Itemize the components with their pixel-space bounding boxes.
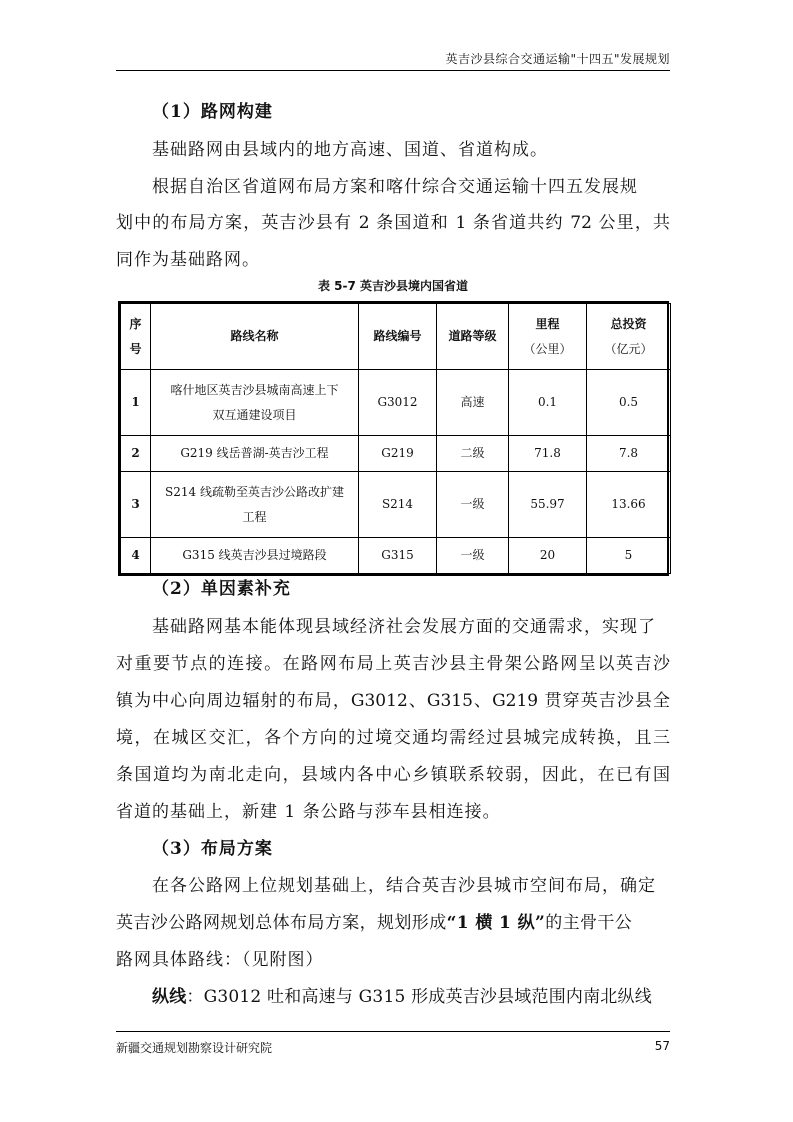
section2-line3: 镇为中心向周边辐射的布局，G3012、G315、G219 贯穿英吉沙县全: [116, 691, 670, 711]
table-row: [121, 538, 671, 574]
section3-line4: 纵线：G3012 吐和高速与 G315 形成英吉沙县域范围内南北纵线: [152, 987, 652, 1007]
header-route-code: 路线编号: [359, 304, 437, 370]
row-grade: 一级: [437, 538, 509, 574]
row-length: 0.1: [509, 370, 587, 436]
row-name: S214 线疏勒至英吉沙公路改扩建 工程: [151, 472, 359, 538]
section3-line3: 路网具体路线：（见附图）: [116, 950, 324, 970]
route-table: [120, 303, 671, 574]
row-no: 4: [121, 538, 151, 574]
section1-paragraph1: 基础路网由县域内的地方高速、国道、省道构成。: [152, 140, 548, 160]
footer-organization: 新疆交通规划勘察设计研究院: [116, 1041, 273, 1055]
row-investment: 0.5: [587, 370, 671, 436]
page-header: 英吉沙县综合交通运输"十四五"发展规划: [445, 52, 670, 66]
section2-line6: 省道的基础上，新建 1 条公路与莎车县相连接。: [116, 802, 501, 822]
row-code: G219: [359, 436, 437, 472]
header-no: 序 号: [121, 304, 151, 370]
section2-heading: （2）单因素补充: [152, 579, 291, 599]
section1-p2-line3: 同作为基础路网。: [116, 250, 260, 270]
row-code: S214: [359, 472, 437, 538]
table-header-row: [121, 304, 671, 370]
page-number: 57: [654, 1039, 670, 1053]
header-length: 里程 （公里）: [509, 304, 587, 370]
header-road-grade: 道路等级: [437, 304, 509, 370]
section2-line4: 境，在城区交汇，各个方向的过境交通均需经过县城完成转换，且三: [116, 728, 670, 748]
row-grade: 一级: [437, 472, 509, 538]
section2-line1: 基础路网基本能体现县域经济社会发展方面的交通需求，实现了: [152, 617, 656, 637]
row-investment: 5: [587, 538, 671, 574]
table-row: [121, 370, 671, 436]
section2-line2: 对重要节点的连接。在路网布局上英吉沙县主骨架公路网呈以英吉沙: [116, 654, 670, 674]
row-grade: 二级: [437, 436, 509, 472]
table-caption: 表 5-7 英吉沙县境内国省道: [317, 279, 469, 293]
section1-heading: （1）路网构建: [152, 102, 273, 122]
footer-rule: [116, 1031, 670, 1032]
row-code: G3012: [359, 370, 437, 436]
row-grade: 高速: [437, 370, 509, 436]
section3-heading: （3）布局方案: [152, 839, 273, 859]
row-no: 1: [121, 370, 151, 436]
section1-p2-line1: 根据自治区省道网布局方案和喀什综合交通运输十四五发展规: [152, 177, 638, 197]
row-name: G219 线岳普湖-英吉沙工程: [151, 436, 359, 472]
row-code: G315: [359, 538, 437, 574]
section2-line5: 条国道均为南北走向，县域内各中心乡镇联系较弱，因此，在已有国: [116, 765, 670, 785]
table-row: [121, 472, 671, 538]
section3-line1: 在各公路网上位规划基础上，结合英吉沙县城市空间布局，确定: [152, 876, 656, 896]
row-investment: 7.8: [587, 436, 671, 472]
header-rule: [116, 70, 670, 71]
section3-line2: 英吉沙公路网规划总体布局方案，规划形成“1 横 1 纵”的主骨干公: [116, 913, 633, 933]
row-length: 71.8: [509, 436, 587, 472]
row-no: 2: [121, 436, 151, 472]
table-row: [121, 436, 671, 472]
row-length: 20: [509, 538, 587, 574]
header-investment: 总投资 （亿元）: [587, 304, 671, 370]
row-investment: 13.66: [587, 472, 671, 538]
header-route-name: 路线名称: [151, 304, 359, 370]
row-name: 喀什地区英吉沙县城南高速上下 双互通建设项目: [151, 370, 359, 436]
row-no: 3: [121, 472, 151, 538]
section1-p2-line2: 划中的布局方案，英吉沙县有 2 条国道和 1 条省道共约 72 公里，共: [116, 213, 670, 233]
row-name: G315 线英吉沙县过境路段: [151, 538, 359, 574]
row-length: 55.97: [509, 472, 587, 538]
